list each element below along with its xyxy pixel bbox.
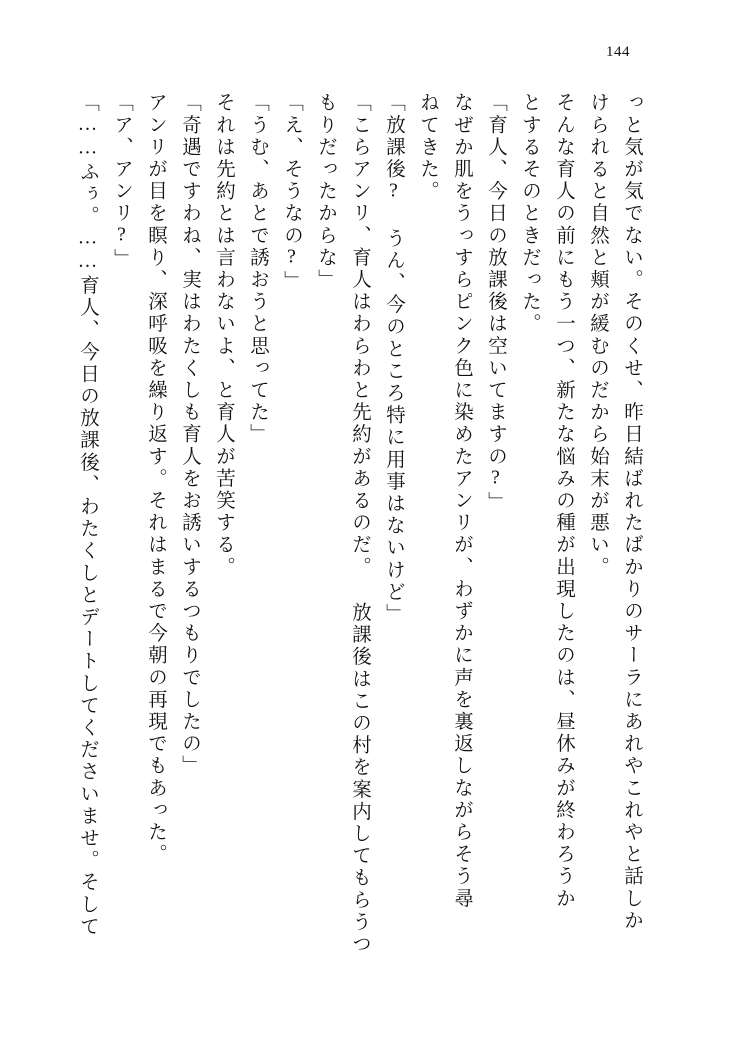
text-line: 「奇遇ですわね、実はわたくしも育人をお誘いするつもりでしたの」 (179, 92, 200, 778)
text-line: 「うむ、あとで誘おうと思ってた」 (247, 92, 268, 446)
text-line: っと気が気でない。そのくせ、昨日結ばれたばかりのサーラにあれやこれやと話しか (621, 92, 642, 932)
text-line: とするそのときだった。 (519, 92, 540, 336)
text-line: ねてきた。 (417, 92, 438, 203)
page-number: 144 (606, 44, 630, 60)
text-line: なぜか肌をうっすらピンク色に染めたアンリが、わずかに声を裏返しながらそう尋 (451, 92, 472, 910)
text-line: 「え、そうなの?」 (281, 92, 302, 293)
text-line: 「……ふぅ。……育人、今日の放課後、わたくしとデートしてくださいませ。そして (77, 92, 98, 938)
text-line: そんな育人の前にもう一つ、新たな悩みの種が出現したのは、昼休みが終わろうか (553, 92, 574, 910)
text-line: もりだったからな」 (315, 92, 336, 291)
text-line: 「ア、アンリ?」 (111, 92, 132, 271)
body-text-block (77, 92, 648, 967)
text-line: 「育人、今日の放課後は空いてますの?」 (485, 92, 506, 514)
text-line: アンリが目を瞑り、深呼吸を繰り返す。それはまるで今朝の再現でもあった。 (145, 92, 166, 866)
text-line: けられると自然と頬が緩むのだから始末が悪い。 (587, 92, 608, 579)
text-line: それは先約とは言わないよ、と育人が苦笑する。 (213, 92, 234, 579)
text-line: 「放課後? うん、今のところ特に用事はないけど」 (383, 92, 404, 626)
text-line: 「こらアンリ、育人はわらわと先約があるのだ。 放課後はこの村を案内してもらうつ (349, 92, 370, 956)
